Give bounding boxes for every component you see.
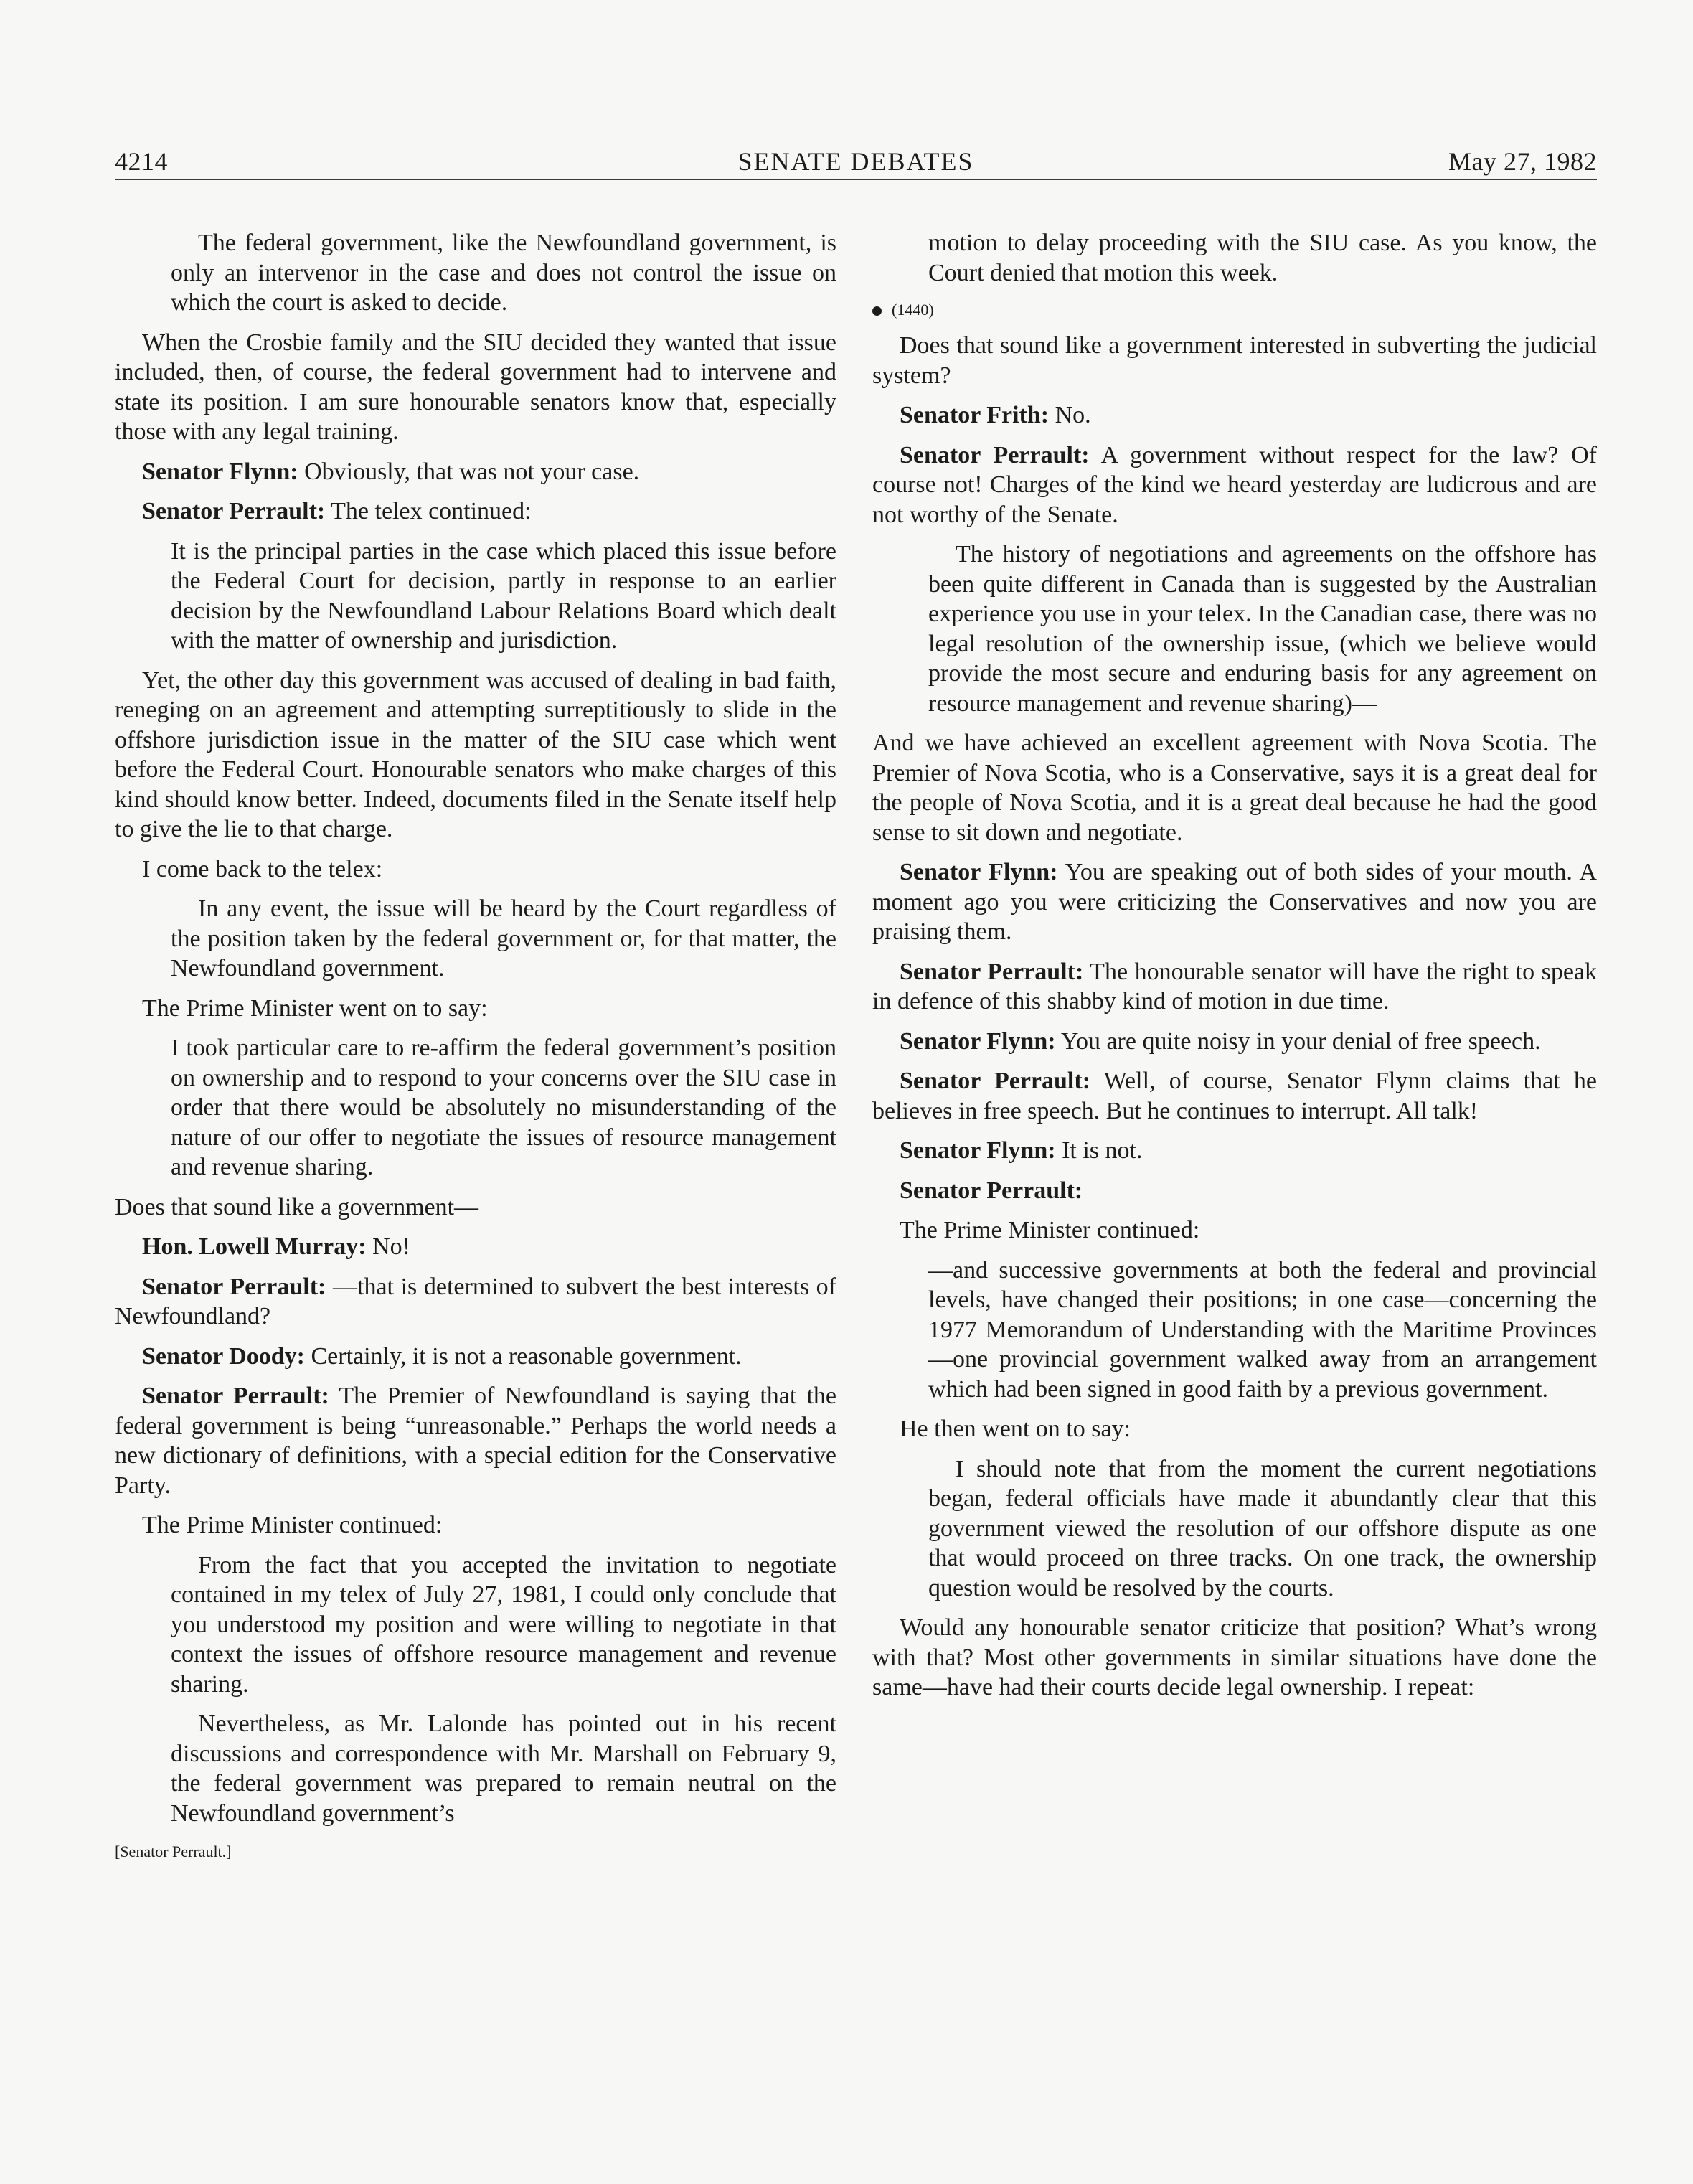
speaker-name: Senator Frith: bbox=[900, 402, 1050, 428]
quote-block: —and successive governments at both the federal and provincial levels, have changed their positions; in one case—concerning the 1977 Memorandum of Understanding with the Maritime Provinces—one provincial government walked away from an arrangement which had been signed in good faith by a previous government. bbox=[928, 1256, 1597, 1403]
speaker-name: Senator Perrault: bbox=[142, 1383, 329, 1409]
speaker-name: Senator Flynn: bbox=[900, 859, 1058, 885]
speech-paragraph bbox=[115, 1272, 836, 1332]
speaker-name: Hon. Lowell Murray: bbox=[142, 1233, 367, 1260]
speaker-name: Senator Flynn: bbox=[900, 1137, 1056, 1164]
speech-text: —that is determined to subvert the best interests of Newfoundland? bbox=[115, 1273, 836, 1329]
quote-block: I took particular care to re-affirm the federal government’s position on ownership and to respond to your concerns over the SIU case in order that there would be absolutely no misunderstanding of the nature of our offer to negotiate the issues of resource management and revenue sharing. bbox=[171, 1035, 836, 1180]
publication-date: May 27, 1982 bbox=[1448, 147, 1597, 176]
quote-block: I should note that from the moment the current negotiations began, federal officials have made it abundantly clear that this government viewed the resolution of our offshore dispute as one that would proceed on three tracks. On one track, the ownership question would be resolved by the courts. bbox=[928, 1455, 1597, 1601]
left-column bbox=[115, 228, 836, 1863]
quote-block: From the fact that you accepted the invitation to negotiate contained in my telex of July 27, 1981, I could only conclude that you understood my position and were willing to negotiate in that context the issues of offshore resource management and revenue sharing. bbox=[171, 1551, 836, 1698]
speaker-name: Senator Perrault: bbox=[900, 1068, 1091, 1094]
speech-paragraph bbox=[872, 1176, 1597, 1206]
paragraph: And we have achieved an excellent agreement with Nova Scotia. The Premier of Nova Scotia, who is a Conservative, says it is a great deal for the people of Nova Scotia, and it is a great deal because he had the good sense to sit down and negotiate. bbox=[872, 730, 1597, 846]
paragraph: Does that sound like a government interested in subverting the judicial system? bbox=[872, 332, 1597, 389]
speech-text: You are quite noisy in your denial of free speech. bbox=[1055, 1027, 1541, 1055]
speech-paragraph bbox=[872, 1136, 1597, 1166]
speech-text: The honourable senator will have the right to speak in defence of this shabby kind of motion in due time. bbox=[872, 958, 1598, 1015]
paragraph: He then went on to say: bbox=[900, 1416, 1131, 1442]
speech-text: Well, of course, Senator Flynn claims that he believes in free speech. But he continues to interrupt. All talk! bbox=[872, 1068, 1598, 1124]
speech-text: Certainly, it is not a reasonable government. bbox=[305, 1342, 742, 1370]
bullet-icon bbox=[872, 306, 882, 316]
paragraph: Yet, the other day this government was accused of dealing in bad faith, reneging on an agreement and attempting surreptitiously to slide in the offshore jurisdiction issue in the matter of the SIU case which went before the Federal Court. Honourable senators who make charges of this kind should know better. Indeed, documents filed in the Senate itself help to give the lie to that charge. bbox=[115, 667, 836, 842]
page-header bbox=[115, 141, 1597, 179]
quote-block: The history of negotiations and agreements on the offshore has been quite different in Canada than is suggested by the Australian experience you use in your telex. In the Canadian case, there was no legal resolution of the ownership issue, (which we believe would provide the most secure and enduring basis for any agreement on resource management and revenue sharing)— bbox=[928, 541, 1597, 717]
paragraph: The Prime Minister continued: bbox=[900, 1217, 1200, 1243]
paragraph: I come back to the telex: bbox=[142, 855, 383, 882]
speech-text: A government without respect for the law? Of course not! Charges of the kind we heard yesterday are ludicrous and are not worthy of the Senate. bbox=[872, 441, 1598, 528]
speaker-footnote: [Senator Perrault.] bbox=[115, 1842, 232, 1860]
header-rule bbox=[115, 179, 1597, 180]
speaker-name: Senator Flynn: bbox=[142, 458, 298, 485]
speaker-name: Senator Flynn: bbox=[900, 1027, 1056, 1055]
quote-block: The federal government, like the Newfoundland government, is only an intervenor in the case and does not control the issue on which the court is asked to decide. bbox=[171, 230, 836, 316]
speaker-name: Senator Perrault: bbox=[142, 498, 326, 524]
speech-paragraph bbox=[872, 400, 1597, 430]
quote-block: motion to delay proceeding with the SIU case. As you know, the Court denied that motion this week. bbox=[928, 230, 1597, 286]
speaker-name: Senator Perrault: bbox=[900, 958, 1084, 985]
paragraph: The Prime Minister went on to say: bbox=[142, 994, 488, 1022]
speech-text: Obviously, that was not your case. bbox=[298, 458, 640, 485]
right-column bbox=[872, 228, 1597, 1713]
speech-paragraph bbox=[115, 496, 836, 527]
speech-text: You are speaking out of both sides of your mouth. A moment ago you were criticizing the Conservatives and now you are praising them. bbox=[872, 859, 1597, 945]
publication-title: SENATE DEBATES bbox=[737, 147, 974, 176]
speech-paragraph bbox=[115, 1381, 836, 1500]
time-marker bbox=[872, 299, 1597, 321]
speaker-name: Senator Perrault: bbox=[142, 1273, 326, 1300]
speech-paragraph bbox=[872, 1066, 1597, 1126]
paragraph: Does that sound like a government— bbox=[115, 1193, 479, 1220]
page-number: 4214 bbox=[115, 147, 168, 176]
quote-block: It is the principal parties in the case which placed this issue before the Federal Court for decision, partly in response to an earlier decision by the Newfoundland Labour Relations Board which dealt with the matter of ownership and jurisdiction. bbox=[171, 537, 836, 654]
speech-text: It is not. bbox=[1055, 1137, 1143, 1164]
speech-paragraph bbox=[115, 457, 836, 487]
speech-paragraph bbox=[872, 441, 1597, 530]
paragraph: The Prime Minister continued: bbox=[142, 1512, 443, 1538]
speaker-name: Senator Perrault: bbox=[900, 1177, 1083, 1204]
time-marker-label: (1440) bbox=[892, 301, 934, 319]
speech-paragraph bbox=[872, 957, 1597, 1017]
speech-text: The Premier of Newfoundland is saying that the federal government is being “unreasonable.” Perhaps the world needs a new dictionary of definitions, with a special edition for the Conservative Party. bbox=[115, 1383, 836, 1499]
speaker-name: Senator Doody: bbox=[142, 1342, 305, 1370]
speech-paragraph bbox=[115, 1342, 836, 1372]
speech-paragraph bbox=[872, 857, 1597, 947]
paragraph: Would any honourable senator criticize that position? What’s wrong with that? Most other governments in similar situations have done the same—have had their courts decide legal ownership. I repeat: bbox=[872, 1614, 1597, 1700]
speaker-name: Senator Perrault: bbox=[900, 441, 1090, 469]
quote-block: Nevertheless, as Mr. Lalonde has pointed out in his recent discussions and correspondence with Mr. Marshall on February 9, the federal government was prepared to remain neutral on the Newfoundland government’s bbox=[171, 1710, 836, 1827]
speech-text: The telex continued: bbox=[325, 498, 532, 524]
speech-text: No! bbox=[366, 1233, 410, 1260]
speech-paragraph bbox=[872, 1027, 1597, 1057]
paragraph: When the Crosbie family and the SIU decided they wanted that issue included, then, of course, the federal government had to intervene and state its position. I am sure honourable senators know that, especially those with any legal training. bbox=[115, 329, 836, 445]
quote-block: In any event, the issue will be heard by the Court regardless of the position taken by the federal government or, for that matter, the Newfoundland government. bbox=[171, 895, 836, 982]
speech-text: No. bbox=[1049, 402, 1091, 428]
speech-paragraph bbox=[115, 1232, 836, 1262]
